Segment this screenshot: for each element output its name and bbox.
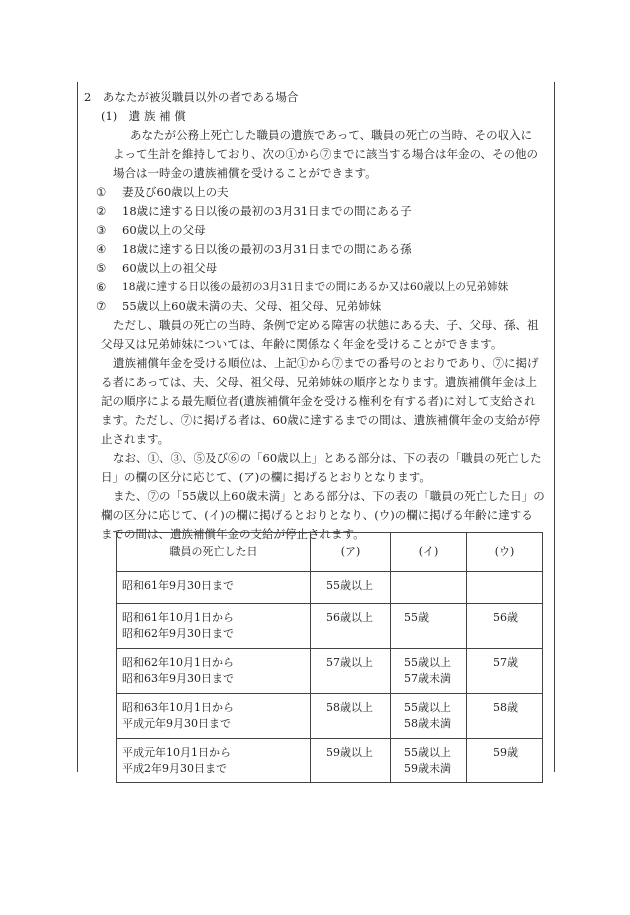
section-heading: 2 あなたが被災職員以外の者である場合 bbox=[84, 90, 299, 104]
intro-line: あなたが公務上死亡した職員の遺族であって、職員の死亡の当時、その収入に bbox=[130, 128, 533, 142]
age-i-line: 55歳以上 bbox=[404, 746, 451, 759]
age-i-line: 59歳未満 bbox=[404, 762, 451, 775]
list-item-number: ② bbox=[96, 204, 107, 218]
age-u-cell bbox=[467, 604, 543, 649]
date-line: 昭和63年10月1日から bbox=[122, 701, 234, 714]
age-i-cell bbox=[391, 572, 467, 604]
age-a-value: 57歳以上 bbox=[326, 656, 373, 669]
frame-right-border bbox=[554, 82, 555, 772]
list-item-number: ③ bbox=[96, 223, 107, 237]
date-line: 平成元年9月30日まで bbox=[122, 717, 231, 730]
column-header-date: 職員の死亡した日 bbox=[117, 533, 311, 572]
age-u-value bbox=[467, 572, 542, 578]
table-row bbox=[117, 572, 543, 604]
age-i-line: 55歳以上 bbox=[404, 701, 451, 714]
date-line: 平成2年9月30日まで bbox=[122, 762, 227, 775]
age-u-value: 56歳 bbox=[493, 611, 518, 624]
age-a-cell bbox=[311, 739, 391, 783]
age-i-cell bbox=[391, 604, 467, 649]
age-u-cell bbox=[467, 649, 543, 694]
date-line: 昭和63年9月30日まで bbox=[122, 672, 234, 685]
column-header-u: (ウ) bbox=[467, 533, 543, 572]
list-item-number: ⑤ bbox=[96, 261, 107, 275]
list-item-number: ⑦ bbox=[96, 299, 107, 313]
age-a-value: 56歳以上 bbox=[326, 611, 373, 624]
date-cell bbox=[117, 694, 311, 739]
paragraph-line: 父母又は兄弟姉妹については、年齢に関係なく年金を受けることができます。 bbox=[101, 337, 503, 351]
list-item-text: 55歳以上60歳未満の夫、父母、祖父母、兄弟姉妹 bbox=[122, 299, 382, 313]
age-a-cell bbox=[311, 604, 391, 649]
paragraph-line: 記の順序による最先順位者(遺族補償年金を受ける権利を有する者)に対して支給され bbox=[101, 394, 536, 408]
date-line: 昭和62年9月30日まで bbox=[122, 627, 234, 640]
age-i-cell bbox=[391, 739, 467, 783]
age-u-cell bbox=[467, 739, 543, 783]
age-i-cell bbox=[391, 694, 467, 739]
age-a-cell bbox=[311, 572, 391, 604]
column-header-a: (ア) bbox=[311, 533, 391, 572]
age-a-value: 58歳以上 bbox=[326, 701, 373, 714]
table-row bbox=[117, 694, 543, 739]
paragraph-line: 遺族補償年金を受ける順位は、上記①から⑦までの番号のとおりであり、⑦に掲げ bbox=[113, 356, 539, 370]
age-a-cell bbox=[311, 694, 391, 739]
date-cell bbox=[117, 572, 311, 604]
paragraph-line: ただし、職員の死亡の当時、条例で定める障害の状態にある夫、子、父母、孫、祖 bbox=[113, 318, 539, 332]
paragraph-line: 欄の区分に応じて、(イ)の欄に掲げるとおりとなり、(ウ)の欄に掲げる年齢に達する bbox=[101, 508, 533, 522]
age-a-cell bbox=[311, 649, 391, 694]
intro-line: よって生計を維持しており、次の①から⑦までに該当する場合は年金の、その他の bbox=[113, 147, 539, 161]
age-i-cell bbox=[391, 649, 467, 694]
table-row bbox=[117, 604, 543, 649]
list-item-number: ④ bbox=[96, 242, 107, 256]
frame-left-border bbox=[77, 82, 78, 772]
list-item-text: 妻及び60歳以上の夫 bbox=[122, 185, 229, 199]
date-line: 昭和62年10月1日から bbox=[122, 656, 234, 669]
paragraph-line: までの間は、遺族補償年金の支給が停止されます。 bbox=[101, 527, 365, 541]
list-item-text: 60歳以上の祖父母 bbox=[122, 261, 218, 275]
subsection-heading: (1) 遺 族 補 償 bbox=[101, 109, 186, 123]
age-i-line: 57歳未満 bbox=[404, 672, 451, 685]
date-cell bbox=[117, 604, 311, 649]
age-i-line: 58歳未満 bbox=[404, 717, 451, 730]
age-i-line: 55歳以上 bbox=[404, 656, 451, 669]
list-item-text: 60歳以上の父母 bbox=[122, 223, 206, 237]
list-item-text: 18歳に達する日以後の最初の3月31日までの間にある子 bbox=[122, 204, 412, 218]
intro-line: 場合は一時金の遺族補償を受けることができます。 bbox=[113, 166, 377, 180]
table-row bbox=[117, 739, 543, 783]
date-cell bbox=[117, 649, 311, 694]
age-u-cell bbox=[467, 572, 543, 604]
age-u-value: 59歳 bbox=[493, 746, 518, 759]
list-item-number: ① bbox=[96, 185, 107, 199]
age-u-cell bbox=[467, 694, 543, 739]
age-i-line: 55歳 bbox=[404, 611, 429, 624]
date-line: 平成元年10月1日から bbox=[122, 746, 231, 759]
age-a-value: 59歳以上 bbox=[326, 746, 373, 759]
paragraph-line: る者にあっては、夫、父母、祖父母、兄弟姉妹の順序となります。遺族補償年金は上 bbox=[101, 375, 537, 389]
list-item-text: 18歳に達する日以後の最初の3月31日までの間にある孫 bbox=[122, 242, 412, 256]
paragraph-line: 日」の欄の区分に応じて、(ア)の欄に掲げるとおりとなります。 bbox=[101, 470, 431, 484]
paragraph-line: また、⑦の「55歳以上60歳未満」とある部分は、下の表の「職員の死亡した日」の bbox=[113, 489, 545, 503]
date-line: 昭和61年10月1日から bbox=[122, 611, 234, 624]
age-table bbox=[116, 532, 543, 783]
list-item-number: ⑥ bbox=[96, 280, 107, 294]
date-line: 昭和61年9月30日まで bbox=[122, 579, 234, 592]
paragraph-line: なお、①、③、⑤及び⑥の「60歳以上」とある部分は、下の表の「職員の死亡した bbox=[113, 451, 542, 465]
paragraph-line: 止されます。 bbox=[101, 432, 170, 446]
table-row bbox=[117, 649, 543, 694]
table-header-row bbox=[117, 533, 543, 572]
list-item-text: 18歳に達する日以後の最初の3月31日までの間にあるか又は60歳以上の兄弟姉妹 bbox=[122, 281, 509, 293]
date-cell bbox=[117, 739, 311, 783]
age-u-value: 57歳 bbox=[493, 656, 518, 669]
column-header-i: (イ) bbox=[391, 533, 467, 572]
age-u-value: 58歳 bbox=[493, 701, 518, 714]
age-a-value: 55歳以上 bbox=[326, 579, 373, 592]
paragraph-line: ます。ただし、⑦に掲げる者は、60歳に達するまでの間は、遺族補償年金の支給が停 bbox=[101, 413, 541, 427]
